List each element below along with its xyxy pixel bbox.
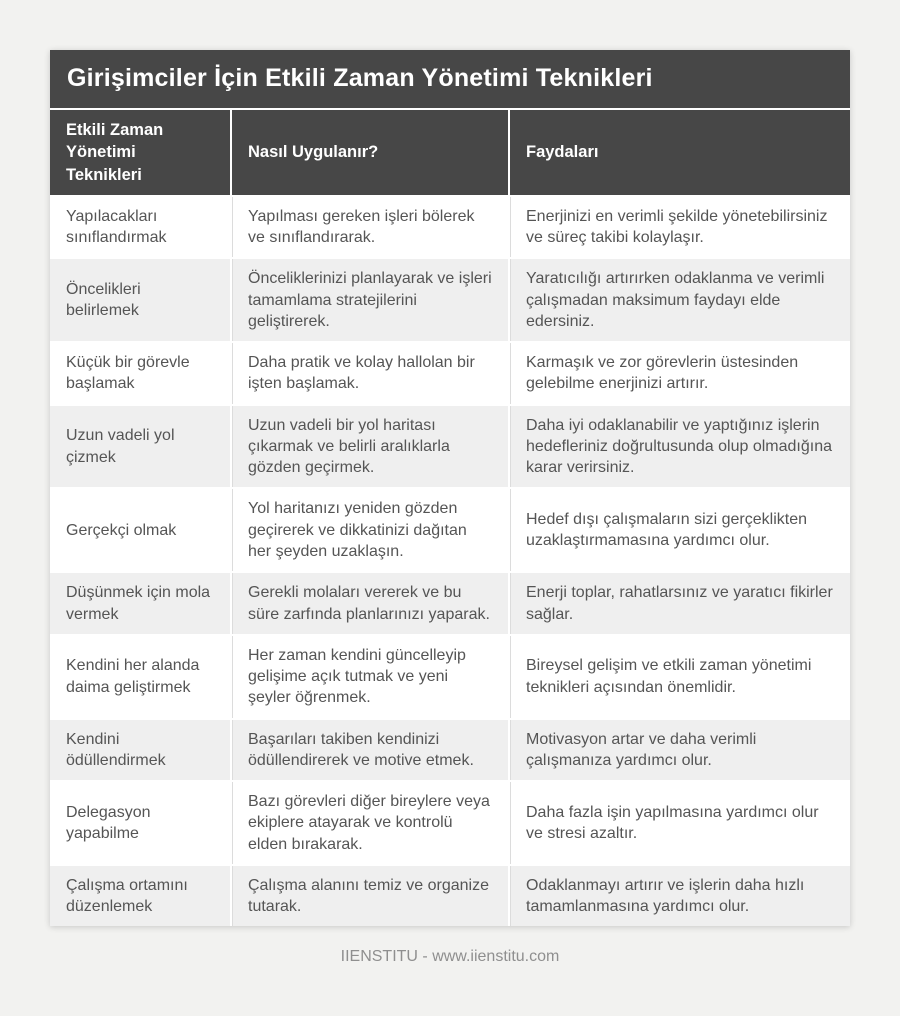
table-row [50, 718, 850, 781]
content-card [50, 0, 850, 966]
column-header-techniques: Etkili Zaman Yönetimi Teknikleri [50, 110, 230, 195]
benefit-cell: Odaklanmayı artırır ve işlerin daha hızlı tamamlanmasına yardımcı olur. [508, 864, 850, 927]
time-management-table [50, 110, 850, 926]
header-row [50, 110, 850, 195]
table-row [50, 341, 850, 404]
technique-cell: Kendini ödüllendirmek [50, 718, 230, 781]
how-to-apply-cell: Her zaman kendini güncelleyip gelişime açık tutmak ve yeni şeyler öğrenmek. [230, 634, 508, 718]
benefit-cell: Enerjinizi en verimli şekilde yönetebilirsiniz ve süreç takibi kolaylaşır. [508, 195, 850, 258]
technique-cell: Kendini her alanda daima geliştirmek [50, 634, 230, 718]
how-to-apply-cell: Yol haritanızı yeniden gözden geçirerek ve dikkatinizi dağıtan her şeyden uzaklaşın. [230, 487, 508, 571]
benefit-cell: Daha iyi odaklanabilir ve yaptığınız işlerin hedefleriniz doğrultusunda olup olmadığına karar verirsiniz. [508, 404, 850, 488]
benefit-cell: Motivasyon artar ve daha verimli çalışmanıza yardımcı olur. [508, 718, 850, 781]
how-to-apply-cell: Daha pratik ve kolay hallolan bir işten başlamak. [230, 341, 508, 404]
benefit-cell: Yaratıcılığı artırırken odaklanma ve verimli çalışmadan maksimum faydayı elde edersiniz. [508, 257, 850, 341]
how-to-apply-cell: Bazı görevleri diğer bireylere veya ekiplere atayarak ve kontrolü elden bırakarak. [230, 780, 508, 864]
technique-cell: Öncelikleri belirlemek [50, 257, 230, 341]
table-row [50, 571, 850, 634]
technique-cell: Küçük bir görevle başlamak [50, 341, 230, 404]
technique-cell: Gerçekçi olmak [50, 487, 230, 571]
table-row [50, 257, 850, 341]
table-row [50, 195, 850, 258]
table-row [50, 487, 850, 571]
table-row [50, 634, 850, 718]
technique-cell: Uzun vadeli yol çizmek [50, 404, 230, 488]
footer-credit: IIENSTITU - www.iienstitu.com [340, 948, 560, 966]
technique-cell: Düşünmek için mola vermek [50, 571, 230, 634]
how-to-apply-cell: Uzun vadeli bir yol haritası çıkarmak ve belirli aralıklarla gözden geçirmek. [230, 404, 508, 488]
technique-cell: Yapılacakları sınıflandırmak [50, 195, 230, 258]
table-body [50, 195, 850, 927]
technique-cell: Delegasyon yapabilme [50, 780, 230, 864]
benefit-cell: Bireysel gelişim ve etkili zaman yönetimi teknikleri açısından önemlidir. [508, 634, 850, 718]
column-header-how: Nasıl Uygulanır? [230, 110, 508, 195]
table-header [50, 110, 850, 195]
benefit-cell: Hedef dışı çalışmaların sizi gerçeklikten uzaklaştırmamasına yardımcı olur. [508, 487, 850, 571]
table-card [50, 50, 850, 926]
table-row [50, 864, 850, 927]
benefit-cell: Daha fazla işin yapılmasına yardımcı olur ve stresi azaltır. [508, 780, 850, 864]
how-to-apply-cell: Önceliklerinizi planlayarak ve işleri tamamlama stratejilerini geliştirerek. [230, 257, 508, 341]
how-to-apply-cell: Gerekli molaları vererek ve bu süre zarfında planlarınızı yaparak. [230, 571, 508, 634]
page-title: Girişimciler İçin Etkili Zaman Yönetimi Teknikleri [50, 50, 850, 108]
benefit-cell: Karmaşık ve zor görevlerin üstesinden gelebilme enerjinizi artırır. [508, 341, 850, 404]
how-to-apply-cell: Başarıları takiben kendinizi ödüllendirerek ve motive etmek. [230, 718, 508, 781]
table-row [50, 404, 850, 488]
benefit-cell: Enerji toplar, rahatlarsınız ve yaratıcı fikirler sağlar. [508, 571, 850, 634]
column-header-benefits: Faydaları [508, 110, 850, 195]
table-row [50, 780, 850, 864]
technique-cell: Çalışma ortamını düzenlemek [50, 864, 230, 927]
how-to-apply-cell: Çalışma alanını temiz ve organize tutarak. [230, 864, 508, 927]
how-to-apply-cell: Yapılması gereken işleri bölerek ve sınıflandırarak. [230, 195, 508, 258]
